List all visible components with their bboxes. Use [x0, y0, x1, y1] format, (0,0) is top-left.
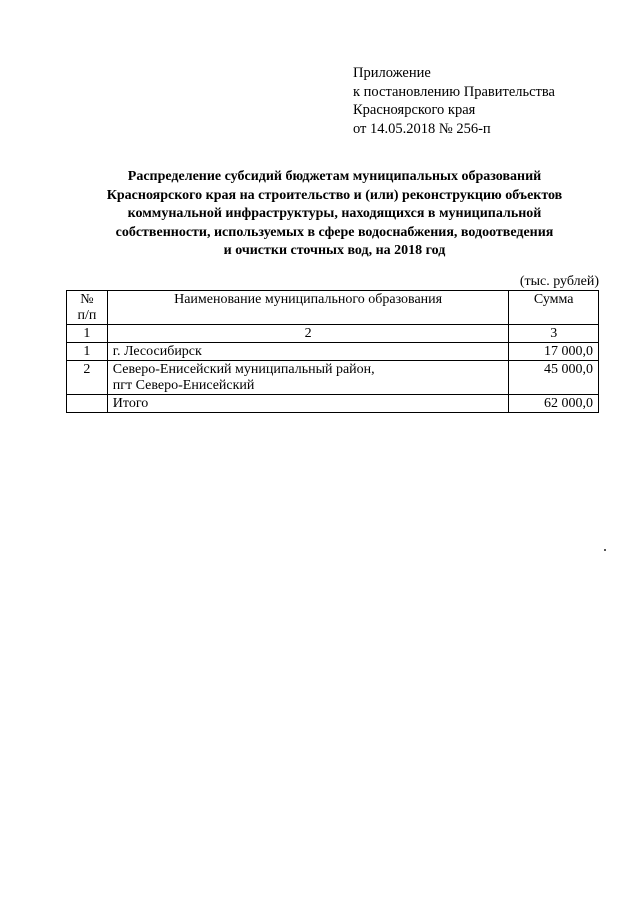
subsidy-table: [66, 290, 599, 413]
title-line: и очистки сточных вод, на 2018 год: [223, 243, 446, 258]
row-name-line: Северо-Енисейский муниципальный район,: [112, 362, 375, 377]
row-name: [107, 343, 509, 361]
total-number-empty: [67, 395, 108, 413]
appendix-line: к постановлению Правительства: [353, 83, 555, 100]
appendix-line: Красноярского края: [353, 102, 476, 118]
table-row: [67, 343, 599, 361]
title-line: Распределение субсидий бюджетам муниципальных образований: [127, 169, 542, 184]
header-sum: Сумма: [509, 291, 599, 325]
header-name: Наименование муниципального образования: [107, 291, 509, 325]
document-title: [70, 168, 599, 261]
table-header-row: [67, 291, 599, 325]
row-number: 2: [67, 361, 108, 395]
header-number-line1: №: [80, 292, 94, 307]
row-name-line: г. Лесосибирск: [112, 344, 202, 359]
column-number-cell: 3: [509, 325, 599, 343]
table-row: [67, 361, 599, 395]
scan-speck: [604, 549, 606, 551]
appendix-line: от 14.05.2018 № 256-п: [353, 120, 491, 137]
row-name-line: пгт Северо-Енисейский: [112, 378, 255, 393]
row-sum: 45 000,0: [509, 361, 599, 395]
appendix-block: [353, 64, 555, 138]
column-number-cell: 1: [67, 325, 108, 343]
total-label: Итого: [107, 395, 509, 413]
row-sum: 17 000,0: [509, 343, 599, 361]
column-number-cell: 2: [107, 325, 509, 343]
appendix-line: Приложение: [353, 65, 431, 81]
column-number-row: [67, 325, 599, 343]
title-line: Красноярского края на строительство и (или) реконструкцию объектов: [106, 187, 563, 203]
total-sum: 62 000,0: [509, 395, 599, 413]
units-label: (тыс. рублей): [519, 274, 599, 289]
row-number: 1: [67, 343, 108, 361]
row-name: [107, 361, 509, 395]
title-line: коммунальной инфраструктуры, находящихся в муниципальной: [127, 206, 542, 221]
title-line: собственности, используемых в сфере водоснабжения, водоотведения: [115, 224, 554, 240]
header-number: [67, 291, 108, 325]
total-row: [67, 395, 599, 413]
header-number-line2: п/п: [77, 308, 97, 323]
